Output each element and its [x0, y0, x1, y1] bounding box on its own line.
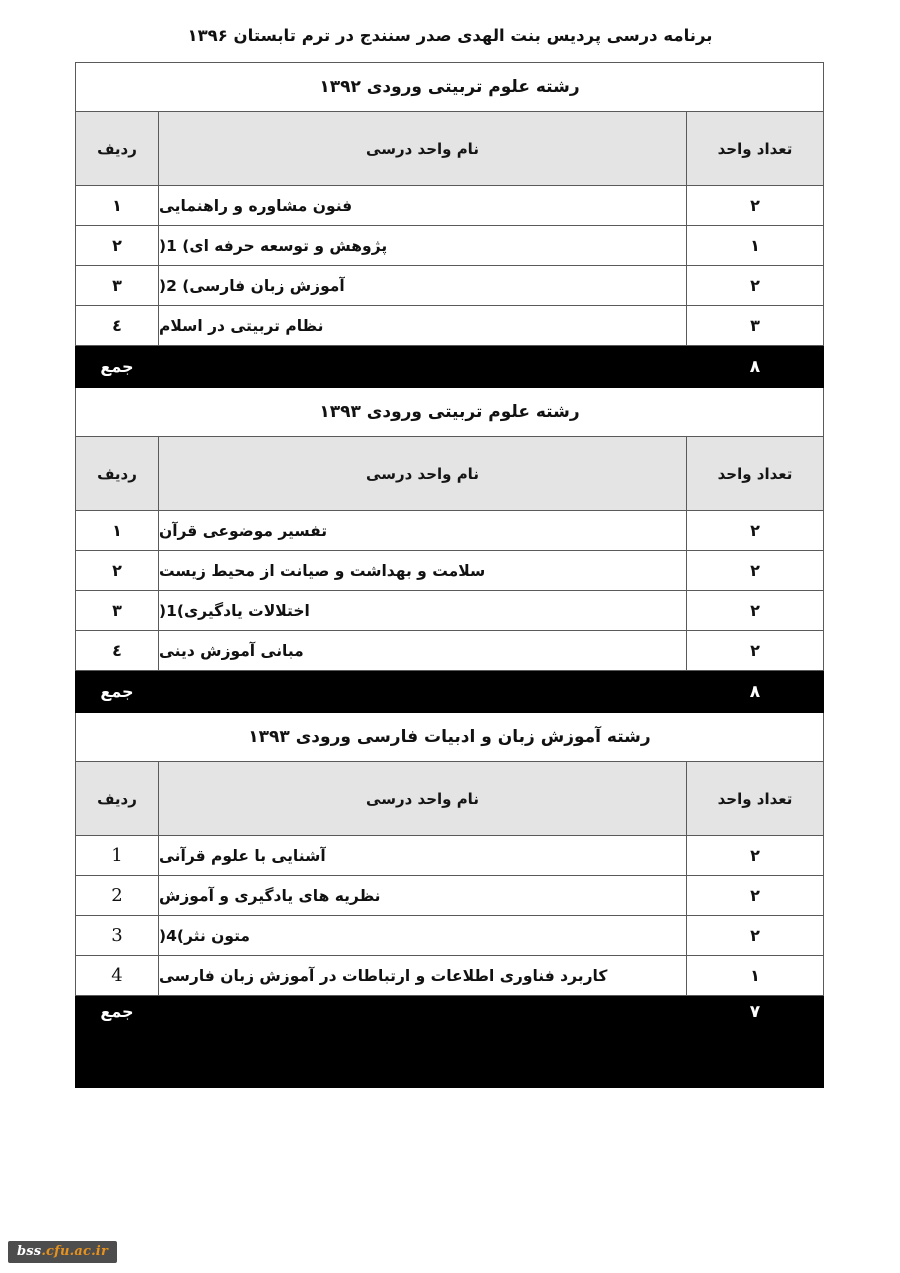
site-watermark — [8, 1241, 117, 1263]
table-row — [75, 511, 823, 551]
column-header-row — [75, 437, 823, 511]
table-body — [75, 63, 823, 1088]
cell-course: کاربرد فناوری اطلاعات و ارتباطات در آموزش زبان فارسی — [159, 956, 687, 996]
section-title-1: رشته علوم تربیتی ورودی ۱۳۹۲ — [75, 63, 823, 112]
cell-credits: ۲ — [687, 631, 824, 671]
cell-credits: ۲ — [687, 876, 824, 916]
cell-course: آموزش زبان فارسی) 2( — [159, 266, 687, 306]
cell-course: فنون مشاوره و راهنمایی — [159, 186, 687, 226]
cell-credits: ۱ — [687, 226, 824, 266]
section-title-row — [75, 388, 823, 437]
course-schedule-table — [75, 62, 824, 1088]
table-row — [75, 551, 823, 591]
cell-course: نظام تربیتی در اسلام — [159, 306, 687, 346]
cell-rownum: 1 — [75, 836, 158, 876]
cell-rownum: ٤ — [75, 306, 158, 346]
cell-credits: ۲ — [687, 916, 824, 956]
total-credits-3: ۷ — [687, 996, 824, 1088]
header-credits-3: تعداد واحد — [687, 762, 824, 836]
cell-credits: ۱ — [687, 956, 824, 996]
cell-course: اختلالات یادگیری)1( — [159, 591, 687, 631]
total-credits-2: ۸ — [687, 671, 824, 713]
section-title-row — [75, 63, 823, 112]
cell-rownum: 2 — [75, 876, 158, 916]
watermark-domain: .cfu.ac.ir — [41, 1244, 108, 1259]
table-row — [75, 186, 823, 226]
cell-rownum: ۱ — [75, 186, 158, 226]
cell-course: نظریه های یادگیری و آموزش — [159, 876, 687, 916]
page-title: برنامه درسی پردیس بنت الهدی صدر سنندج در ترم تابستان ۱۳۹۶ — [187, 26, 713, 45]
cell-course: متون نثر)4( — [159, 916, 687, 956]
cell-rownum: ۳ — [75, 591, 158, 631]
cell-credits: ۳ — [687, 306, 824, 346]
cell-course: سلامت و بهداشت و صیانت از محیط زیست — [159, 551, 687, 591]
total-credits-1: ۸ — [687, 346, 824, 388]
total-label-2: جمع — [75, 671, 158, 713]
header-course-3: نام واحد درسی — [159, 762, 687, 836]
watermark-prefix: bss — [17, 1244, 42, 1259]
section-total-row — [75, 671, 823, 713]
cell-course: آشنایی با علوم قرآنی — [159, 836, 687, 876]
total-spacer — [159, 346, 687, 388]
cell-course: مبانی آموزش دینی — [159, 631, 687, 671]
section-total-row — [75, 996, 823, 1088]
header-credits-1: تعداد واحد — [687, 112, 824, 186]
cell-rownum: ٤ — [75, 631, 158, 671]
table-row — [75, 306, 823, 346]
table-row — [75, 916, 823, 956]
header-rownum-1: ردیف — [75, 112, 158, 186]
cell-course: پژوهش و توسعه حرفه ای) 1( — [159, 226, 687, 266]
table-row — [75, 631, 823, 671]
table-row — [75, 876, 823, 916]
total-spacer — [159, 671, 687, 713]
header-course-2: نام واحد درسی — [159, 437, 687, 511]
column-header-row — [75, 112, 823, 186]
cell-credits: ۲ — [687, 551, 824, 591]
cell-credits: ۲ — [687, 591, 824, 631]
cell-rownum: ۲ — [75, 226, 158, 266]
cell-rownum: 4 — [75, 956, 158, 996]
cell-credits: ۲ — [687, 836, 824, 876]
table-row — [75, 266, 823, 306]
cell-credits: ۲ — [687, 511, 824, 551]
total-label-1: جمع — [75, 346, 158, 388]
total-spacer — [159, 996, 687, 1088]
cell-rownum: ۳ — [75, 266, 158, 306]
cell-course: تفسیر موضوعی قرآن — [159, 511, 687, 551]
table-row — [75, 226, 823, 266]
section-title-row — [75, 713, 823, 762]
section-title-2: رشته علوم تربیتی ورودی ۱۳۹۳ — [75, 388, 823, 437]
header-rownum-2: ردیف — [75, 437, 158, 511]
header-rownum-3: ردیف — [75, 762, 158, 836]
total-label-3: جمع — [75, 996, 158, 1088]
table-row — [75, 591, 823, 631]
header-course-1: نام واحد درسی — [159, 112, 687, 186]
cell-rownum: ۱ — [75, 511, 158, 551]
cell-credits: ۲ — [687, 266, 824, 306]
section-title-3: رشته آموزش زبان و ادبیات فارسی ورودی ۱۳۹۳ — [75, 713, 823, 762]
cell-rownum: 3 — [75, 916, 158, 956]
cell-rownum: ۲ — [75, 551, 158, 591]
header-credits-2: تعداد واحد — [687, 437, 824, 511]
table-row — [75, 956, 823, 996]
column-header-row — [75, 762, 823, 836]
section-total-row — [75, 346, 823, 388]
cell-credits: ۲ — [687, 186, 824, 226]
table-row — [75, 836, 823, 876]
